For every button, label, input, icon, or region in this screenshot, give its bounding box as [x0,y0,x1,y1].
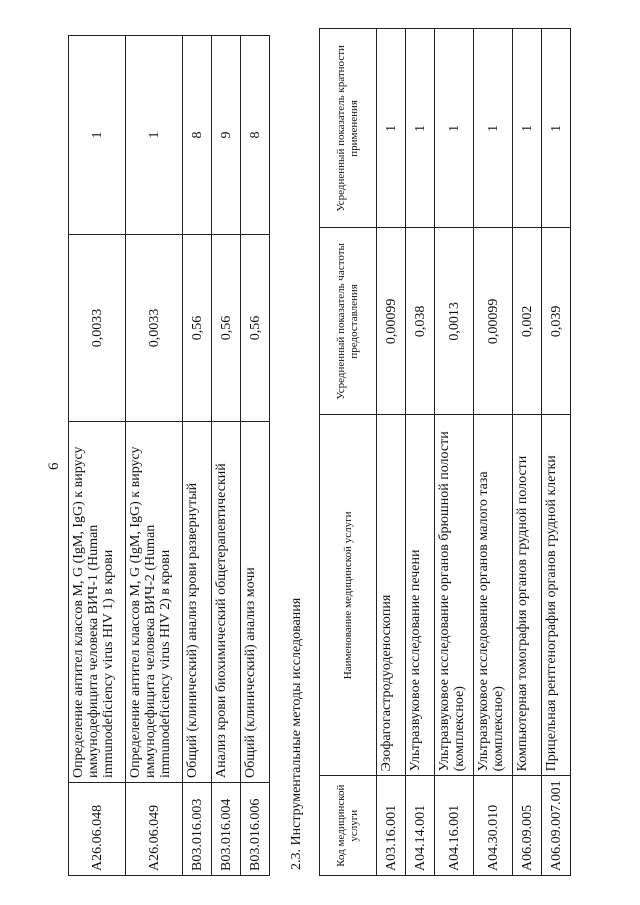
multiplicity-value: 1 [513,29,542,228]
service-name: Определение антител классов M, G (IgM, IgG) к вирусу иммунодефицита человека ВИЧ-1 (Human immunodeficiency virus HIV 1) в крови [69,422,126,783]
multiplicity-value: 8 [183,36,212,235]
service-name: Ультразвуковое исследование органов малого таза (комплексное) [474,415,513,776]
section-title: 2.3. Инструментальные методы исследования [289,597,304,870]
service-code: A06.09.007.001 [542,776,571,876]
table-row [241,36,270,876]
service-code: A26.06.049 [126,783,183,876]
frequency-value: 0,56 [241,235,270,422]
service-name: Определение антител классов M, G (IgM, IgG) к вирусу иммунодефицита человека ВИЧ-2 (Human immunodeficiency virus HIV 2) в крови [126,422,183,783]
service-code: A04.14.001 [406,776,435,876]
table-row [542,29,571,876]
service-code: A06.09.005 [513,776,542,876]
service-name: Ультразвуковое исследование печени [406,415,435,776]
frequency-value: 0,002 [513,228,542,415]
table-header-row [320,29,377,876]
multiplicity-value: 1 [435,29,474,228]
table-row [513,29,542,876]
multiplicity-value: 8 [241,36,270,235]
services-table-continued [68,35,270,876]
header-code: Код медицинской услуги [320,776,377,876]
service-code: B03.016.006 [241,783,270,876]
frequency-value: 0,0013 [435,228,474,415]
service-name: Эзофагогастродуоденоскопия [377,415,406,776]
header-frequency: Усредненный показатель частоты предоставления [320,228,377,415]
table-row [406,29,435,876]
service-code: B03.016.004 [212,783,241,876]
table-row [69,36,126,876]
service-code: B03.016.003 [183,783,212,876]
frequency-value: 0,039 [542,228,571,415]
service-name: Компьютерная томография органов грудной полости [513,415,542,776]
header-name: Наименование медицинской услуги [320,415,377,776]
header-multiplicity: Усредненный показатель кратности применения [320,29,377,228]
table-row [474,29,513,876]
frequency-value: 0,038 [406,228,435,415]
table-row [183,36,212,876]
service-code: A03.16.001 [377,776,406,876]
table-row [377,29,406,876]
table-row [212,36,241,876]
service-name: Ультразвуковое исследование органов брюшной полости (комплексное) [435,415,474,776]
service-name: Общий (клинический) анализ крови развернутый [183,422,212,783]
instrumental-methods-table [319,28,571,876]
multiplicity-value: 1 [126,36,183,235]
multiplicity-value: 9 [212,36,241,235]
table-row [435,29,474,876]
multiplicity-value: 1 [69,36,126,235]
table-row [126,36,183,876]
service-name: Прицельная рентгенография органов грудной клетки [542,415,571,776]
service-name: Анализ крови биохимический общетерапевтический [212,422,241,783]
multiplicity-value: 1 [542,29,571,228]
multiplicity-value: 1 [377,29,406,228]
multiplicity-value: 1 [474,29,513,228]
frequency-value: 0,00099 [377,228,406,415]
service-code: A26.06.048 [69,783,126,876]
frequency-value: 0,56 [212,235,241,422]
frequency-value: 0,0033 [126,235,183,422]
frequency-value: 0,0033 [69,235,126,422]
service-code: A04.30.010 [474,776,513,876]
service-code: A04.16.001 [435,776,474,876]
frequency-value: 0,00099 [474,228,513,415]
page-number: 6 [46,462,62,470]
service-name: Общий (клинический) анализ мочи [241,422,270,783]
frequency-value: 0,56 [183,235,212,422]
multiplicity-value: 1 [406,29,435,228]
